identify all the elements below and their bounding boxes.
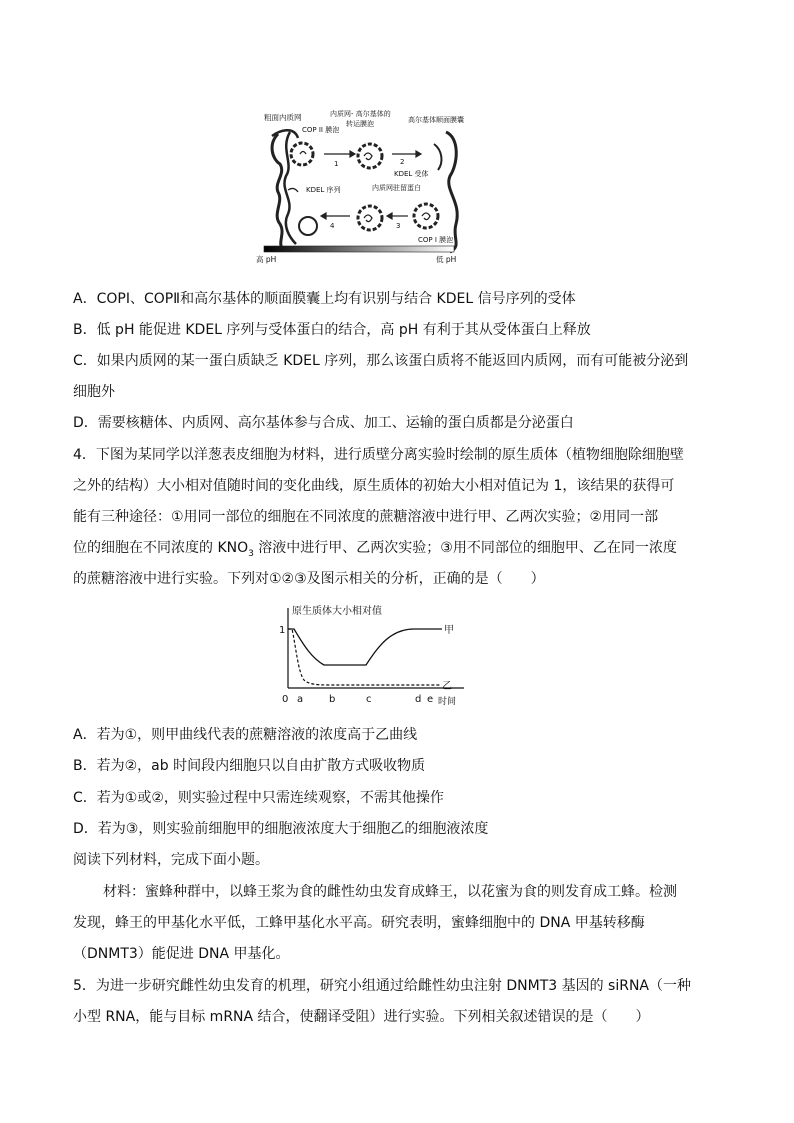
- q4-stem-line2: 之外的结构）大小相对值随时间的变化曲线，原生质体的初始大小相对值记为 1，该结果的获得可: [73, 478, 675, 494]
- label-high-ph: 高 pH: [256, 255, 277, 264]
- y-tick-1: 1: [279, 625, 286, 636]
- series-yi-label: 乙: [442, 681, 452, 692]
- chart-xlabel: 时间: [438, 697, 457, 707]
- q4-option-d: D．若为③，则实验前细胞甲的细胞液浓度大于细胞乙的细胞液浓度: [73, 821, 489, 837]
- step-3: 3: [396, 222, 401, 230]
- x-tick-e: e: [427, 694, 434, 705]
- q4-stem-line1: 4．下图为某同学以洋葱表皮细胞为材料，进行质壁分离实验时绘制的原生质体（植物细胞除细胞壁: [73, 447, 684, 463]
- series-jia-label: 甲: [444, 625, 454, 636]
- label-cis-golgi: 高尔基体顺面膜囊: [408, 116, 464, 124]
- cis-golgi-shape: [446, 132, 457, 252]
- label-low-ph: 低 pH: [436, 255, 457, 264]
- step-1: 1: [334, 160, 339, 168]
- q5-stem-line1: 5．为进一步研究雌性幼虫发育的机理，研究小组通过给雌性幼虫注射 DNMT3 基因的 siRNA（一种: [73, 978, 692, 994]
- reading-instruction: 阅读下列材料，完成下面小题。: [73, 852, 269, 868]
- x-tick-a: a: [297, 694, 304, 705]
- rough-er-shape: [272, 134, 284, 250]
- x-tick-d: d: [415, 694, 422, 705]
- q3-option-d: D．需要核糖体、内质网、高尔基体参与合成、加工、运输的蛋白质都是分泌蛋白: [73, 415, 574, 431]
- kdel-pathway-diagram: [250, 104, 490, 266]
- q4-stem-line5: 的蔗糖溶液中进行实验。下列对①②③及图示相关的分析，正确的是（ ）: [73, 571, 545, 587]
- q3-option-a: A．COPⅠ、COPⅡ和高尔基体的顺面膜囊上均有识别与结合 KDEL 信号序列的受体: [73, 291, 576, 307]
- label-transport: 内质网- 高尔基体的: [330, 110, 391, 118]
- arrow-4: [321, 213, 350, 219]
- transport-vesicle: [358, 144, 382, 168]
- q4-stem-line4: 位的细胞在不同浓度的 $KNO_3$ 溶液中进行甲、乙两次实验；③用不同部位的细胞甲、乙在同一浓度: [73, 540, 677, 559]
- chart-ylabel: 原生质体大小相对值: [292, 606, 382, 617]
- q3-option-c-line1: C．如果内质网的某一蛋白质缺乏 KDEL 序列，那么该蛋白质将不能返回内质网，而有可能被分泌到: [73, 353, 689, 369]
- q3-option-c-line2: 细胞外: [73, 384, 115, 400]
- q4-option-b: B．若为②，ab 时间段内细胞只以自由扩散方式吸收物质: [73, 758, 426, 774]
- arrow-3: [387, 213, 408, 219]
- material-line3: （DNMT3）能促进 DNA 甲基化。: [73, 946, 290, 962]
- material-line2: 发现，蜂王的甲基化水平低，工蜂甲基化水平高。研究表明，蜜蜂细胞中的 DNA 甲基转移酶: [73, 915, 645, 931]
- curve-jia: [288, 629, 442, 665]
- step-4: 4: [330, 222, 335, 230]
- q4-option-a: A．若为①，则甲曲线代表的蔗糖溶液的浓度高于乙曲线: [73, 727, 418, 743]
- x-tick-c: c: [366, 694, 372, 705]
- label-copii: COP II 膜泡: [302, 126, 340, 134]
- q5-stem-line2: 小型 RNA，能与目标 mRNA 结合，使翻译受阻）进行实验。下列相关叙述错误的是（ ）: [73, 1009, 650, 1025]
- label-rer: 粗面内质网: [264, 113, 302, 122]
- x-tick-b: b: [329, 694, 336, 705]
- copi-vesicle-right: [414, 204, 438, 228]
- label-transport2: 转运膜泡: [346, 120, 374, 128]
- label-kdel-receptor: KDEL 受体: [394, 170, 429, 178]
- step-2: 2: [400, 158, 405, 166]
- label-er-resident: 内质网驻留蛋白: [372, 184, 421, 192]
- arrow-2: [392, 151, 421, 157]
- material-line1: 材料：蜜蜂种群中，以蜂王浆为食的雌性幼虫发育成蜂王，以花蜜为食的则发育成工蜂。检测: [103, 884, 677, 900]
- label-copi: COP I 膜泡: [418, 236, 454, 244]
- curve-yi: [288, 629, 440, 685]
- er-fused-vesicle: [299, 217, 317, 235]
- label-kdel-seq: KDEL 序列: [306, 186, 341, 194]
- copii-vesicle: [291, 143, 313, 165]
- q3-option-b: B．低 pH 能促进 KDEL 序列与受体蛋白的结合，高 pH 有利于其从受体蛋白上释放: [73, 322, 591, 338]
- protoplast-chart: [268, 602, 474, 710]
- q4-stem-line3: 能有三种途径：①用同一部位的细胞在不同浓度的蔗糖溶液中进行甲、乙两次实验；②用同一部: [73, 509, 659, 525]
- copi-vesicle-middle: [358, 206, 382, 230]
- q4-option-c: C．若为①或②，则实验过程中只需连续观察，不需其他操作: [73, 790, 444, 806]
- ph-gradient-bar: [264, 246, 454, 252]
- arrow-1: [324, 151, 355, 157]
- x-origin: 0: [282, 694, 289, 705]
